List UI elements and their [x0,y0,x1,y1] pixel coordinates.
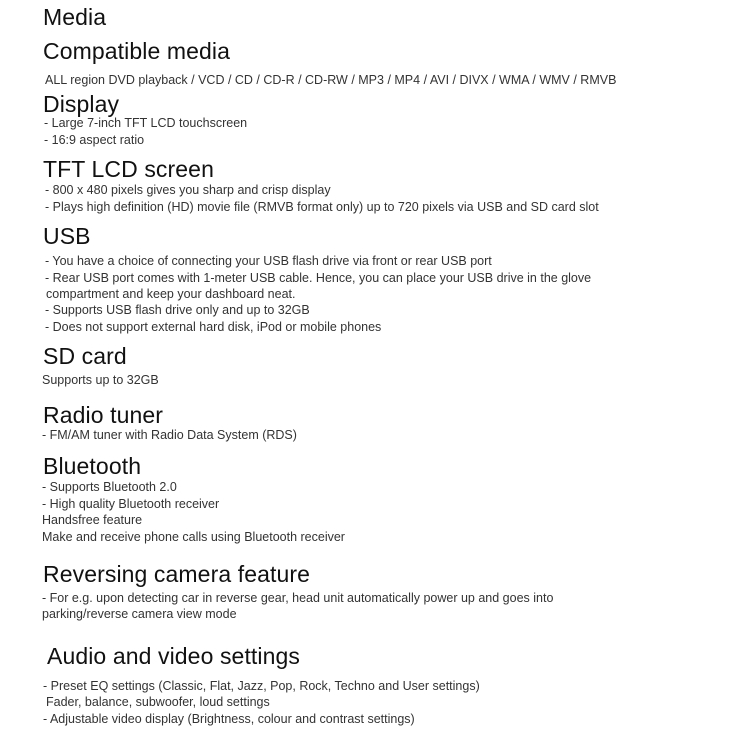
usb-line: compartment and keep your dashboard neat. [46,287,296,301]
display-line: - Large 7-inch TFT LCD touchscreen [44,116,248,130]
audio-video-line: Fader, balance, subwoofer, loud settings [46,695,270,709]
tft-lcd-line: - Plays high definition (HD) movie file (RMVB format only) up to 720 pixels via USB and SD card slot [45,200,599,214]
usb-line: - Rear USB port comes with 1-meter USB cable. Hence, you can place your USB drive in the glove [45,271,592,285]
audio-video-heading: Audio and video settings [47,643,301,669]
reversing-camera-line: parking/reverse camera view mode [42,607,237,621]
sd-card-heading: SD card [43,343,127,369]
bluetooth-line: - Supports Bluetooth 2.0 [42,480,177,494]
audio-video-line: - Preset EQ settings (Classic, Flat, Jazz, Pop, Rock, Techno and User settings) [43,679,480,693]
display-heading: Display [43,91,120,117]
radio-tuner-text: - FM/AM tuner with Radio Data System (RDS) [42,428,297,442]
bluetooth-line: Make and receive phone calls using Bluetooth receiver [42,530,345,544]
usb-heading: USB [43,223,91,249]
bluetooth-line: - High quality Bluetooth receiver [42,497,220,511]
display-line: - 16:9 aspect ratio [44,133,145,147]
bluetooth-line: Handsfree feature [42,513,143,527]
usb-line: - Supports USB flash drive only and up to 32GB [45,303,310,317]
audio-video-line: - Adjustable video display (Brightness, colour and contrast settings) [43,712,415,726]
reversing-camera-heading: Reversing camera feature [43,561,311,587]
media-heading: Media [43,4,107,30]
tft-lcd-heading: TFT LCD screen [43,156,214,182]
sd-card-text: Supports up to 32GB [42,373,159,387]
tft-lcd-line: - 800 x 480 pixels gives you sharp and crisp display [45,183,331,197]
radio-tuner-heading: Radio tuner [43,402,164,428]
usb-line: - You have a choice of connecting your USB flash drive via front or rear USB port [45,254,492,268]
compatible-media-text: ALL region DVD playback / VCD / CD / CD-R / CD-RW / MP3 / MP4 / AVI / DIVX / WMA / WMV / RMVB [45,73,617,87]
usb-line: - Does not support external hard disk, iPod or mobile phones [45,320,382,334]
compatible-media-heading: Compatible media [43,38,230,64]
reversing-camera-line: - For e.g. upon detecting car in reverse gear, head unit automatically power up and goes into [42,591,554,605]
bluetooth-heading: Bluetooth [43,453,142,479]
